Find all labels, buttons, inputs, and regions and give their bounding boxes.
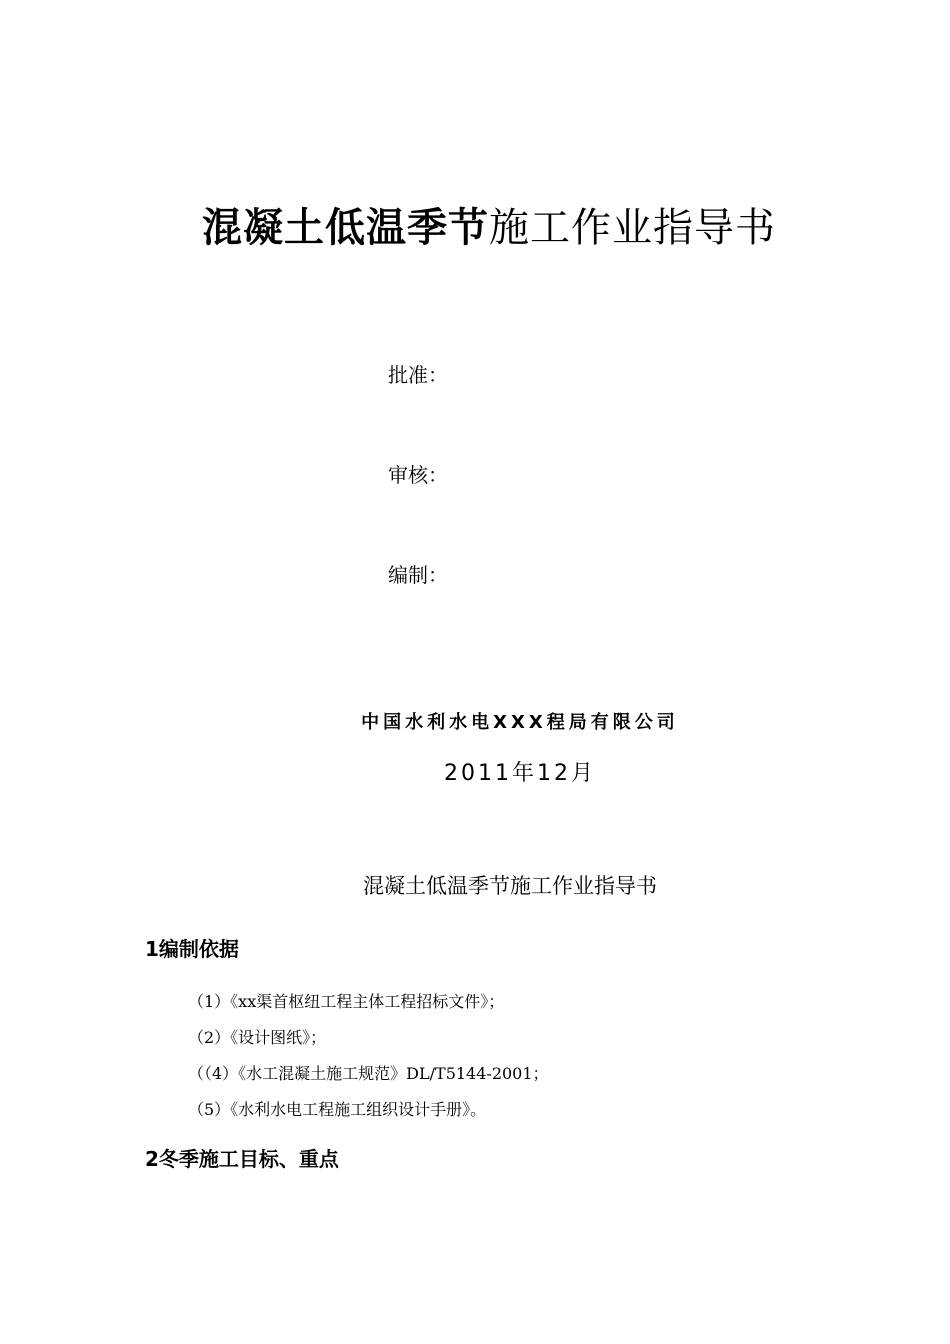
company-name: 中国水利水电XXX程局有限公司: [361, 712, 679, 733]
approve-label: 批准：: [388, 363, 448, 387]
list-item: （5）《水利水电工程施工组织设计手册》。: [188, 1100, 487, 1119]
list-item: （2）《设计图纸》；: [188, 1028, 327, 1047]
cover-title: [0, 198, 950, 258]
cover-date: 2011年12月: [444, 761, 596, 786]
list-item: （1）《xx渠首枢纽工程主体工程招标文件》；: [188, 992, 505, 1011]
cover-title-normal-part: 施工作业指导书: [489, 205, 776, 251]
list-item: （（4）《水工混凝土施工规范》DL/T5144-2001；: [188, 1064, 549, 1083]
compile-label: 编制：: [388, 563, 448, 587]
section-heading-goals: 2冬季施工目标、重点: [145, 1147, 339, 1171]
cover-title-bold-part: 混凝土低温季节: [202, 205, 489, 251]
document-title: 混凝土低温季节施工作业指导书: [363, 874, 657, 898]
review-label: 审核：: [388, 463, 448, 487]
section-heading-basis: 1编制依据: [145, 937, 239, 961]
basis-list: [188, 984, 549, 1128]
